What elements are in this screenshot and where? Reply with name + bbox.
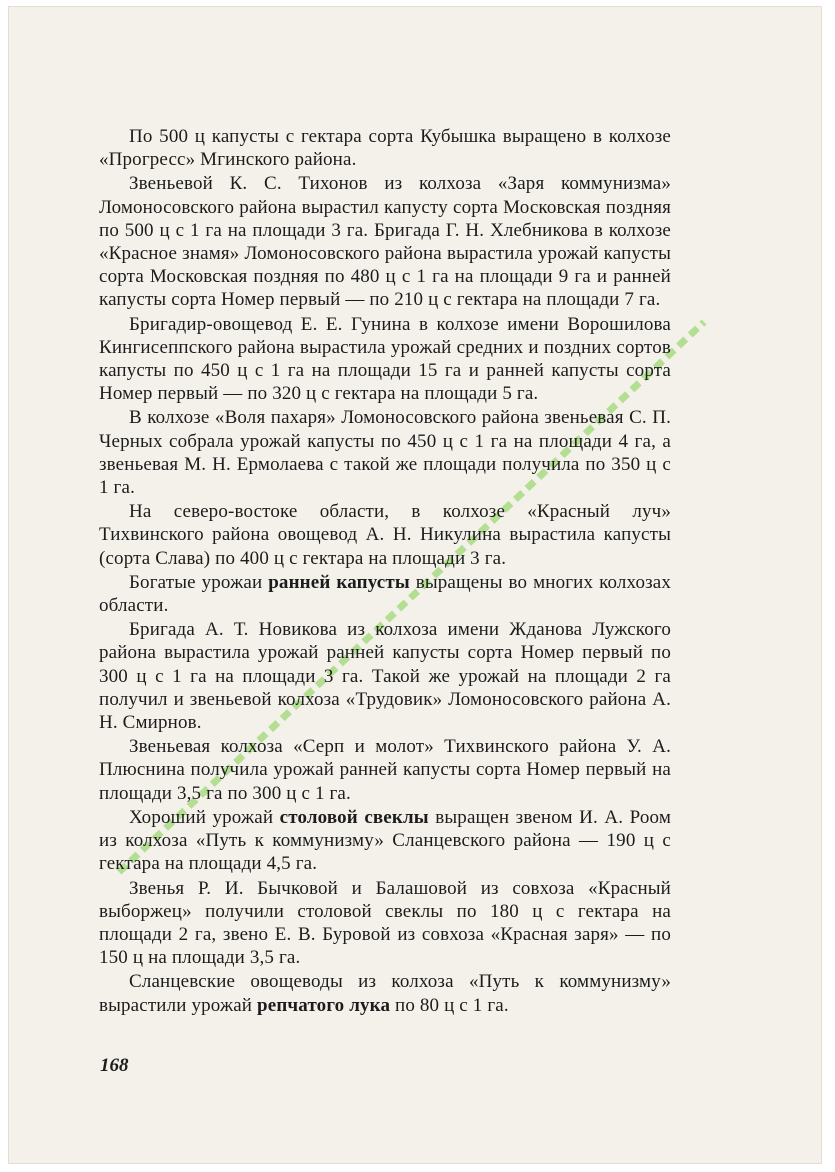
page-number: 168 [100, 1055, 129, 1076]
paragraph: Хороший урожай столовой свеклы выращен звеном И. А. Роом из колхоза «Путь к коммунизму» Сланцевского района — 190 ц с гектара на площади 4,5 га. [99, 806, 671, 875]
paragraph: На северо-востоке области, в колхозе «Красный луч» Тихвинского района овощевод А. Н. Никулина вырастила капусты (сорта Слава) по 400 ц с гектара на площади 3 га. [99, 501, 671, 569]
paragraph: Звеньевой К. С. Тихонов из колхоза «Заря коммунизма» Ломоносовского района вырастил капусту сорта Московская поздняя по 500 ц с 1 га на площади 3 га. Бригада Г. Н. Хлебникова в колхозе «Красное знамя» Ломоносовского района вырастила урожай капусты сорта Московская поздняя по 480 ц с 1 га на площади 9 га и ранней капусты сорта Номер первый — по 210 ц с гектара на площади 7 га. [99, 173, 671, 311]
paragraph: В колхозе «Воля пахаря» Ломоносовского района звеньевая С. П. Черных собрала урожай капусты по 450 ц с 1 га на площади 4 га, а звеньевая М. Н. Ермолаева с такой же площади получила по 350 ц с 1 га. [99, 407, 671, 499]
paragraph: По 500 ц капусты с гектара сорта Кубышка выращено в колхозе «Прогресс» Мгинского района. [99, 126, 671, 171]
book-page [8, 6, 822, 1164]
paragraph: Бригада А. Т. Новикова из колхоза имени Жданова Лужского района вырастила урожай ранней капусты сорта Номер первый по 300 ц с 1 га на площади 3 га. Такой же урожай на площади 2 га получил и звеньевой колхоза «Трудовик» Ломоносовского района А. Н. Смирнов. [99, 619, 671, 734]
paragraph: Сланцевские овощеводы из колхоза «Путь к коммунизму» вырастили урожай репчатого лука по 80 ц с 1 га. [99, 971, 671, 1016]
paragraph: Бригадир-овощевод Е. Е. Гунина в колхозе имени Ворошилова Кингисеппского района вырастила урожай средних и поздних сортов капусты по 450 ц с 1 га на площади 15 га и ранней капусты сорта Номер первый — по 320 ц с гектара на площади 5 га. [99, 313, 671, 405]
paragraph: Звеньевая колхоза «Серп и молот» Тихвинского района У. А. Плюснина получила урожай ранней капусты сорта Номер первый на площади 3,5 га по 300 ц с 1 га. [99, 736, 671, 804]
paragraph: Звенья Р. И. Бычковой и Балашовой из совхоза «Красный выборжец» получили столовой свеклы по 180 ц с гектара на площади 2 га, звено Е. В. Буровой из совхоза «Красная заря» — по 150 ц на площади 3,5 га. [99, 877, 671, 969]
paragraph: Богатые урожаи ранней капусты выращены во многих колхозах области. [99, 571, 671, 617]
body-text [99, 125, 671, 1017]
